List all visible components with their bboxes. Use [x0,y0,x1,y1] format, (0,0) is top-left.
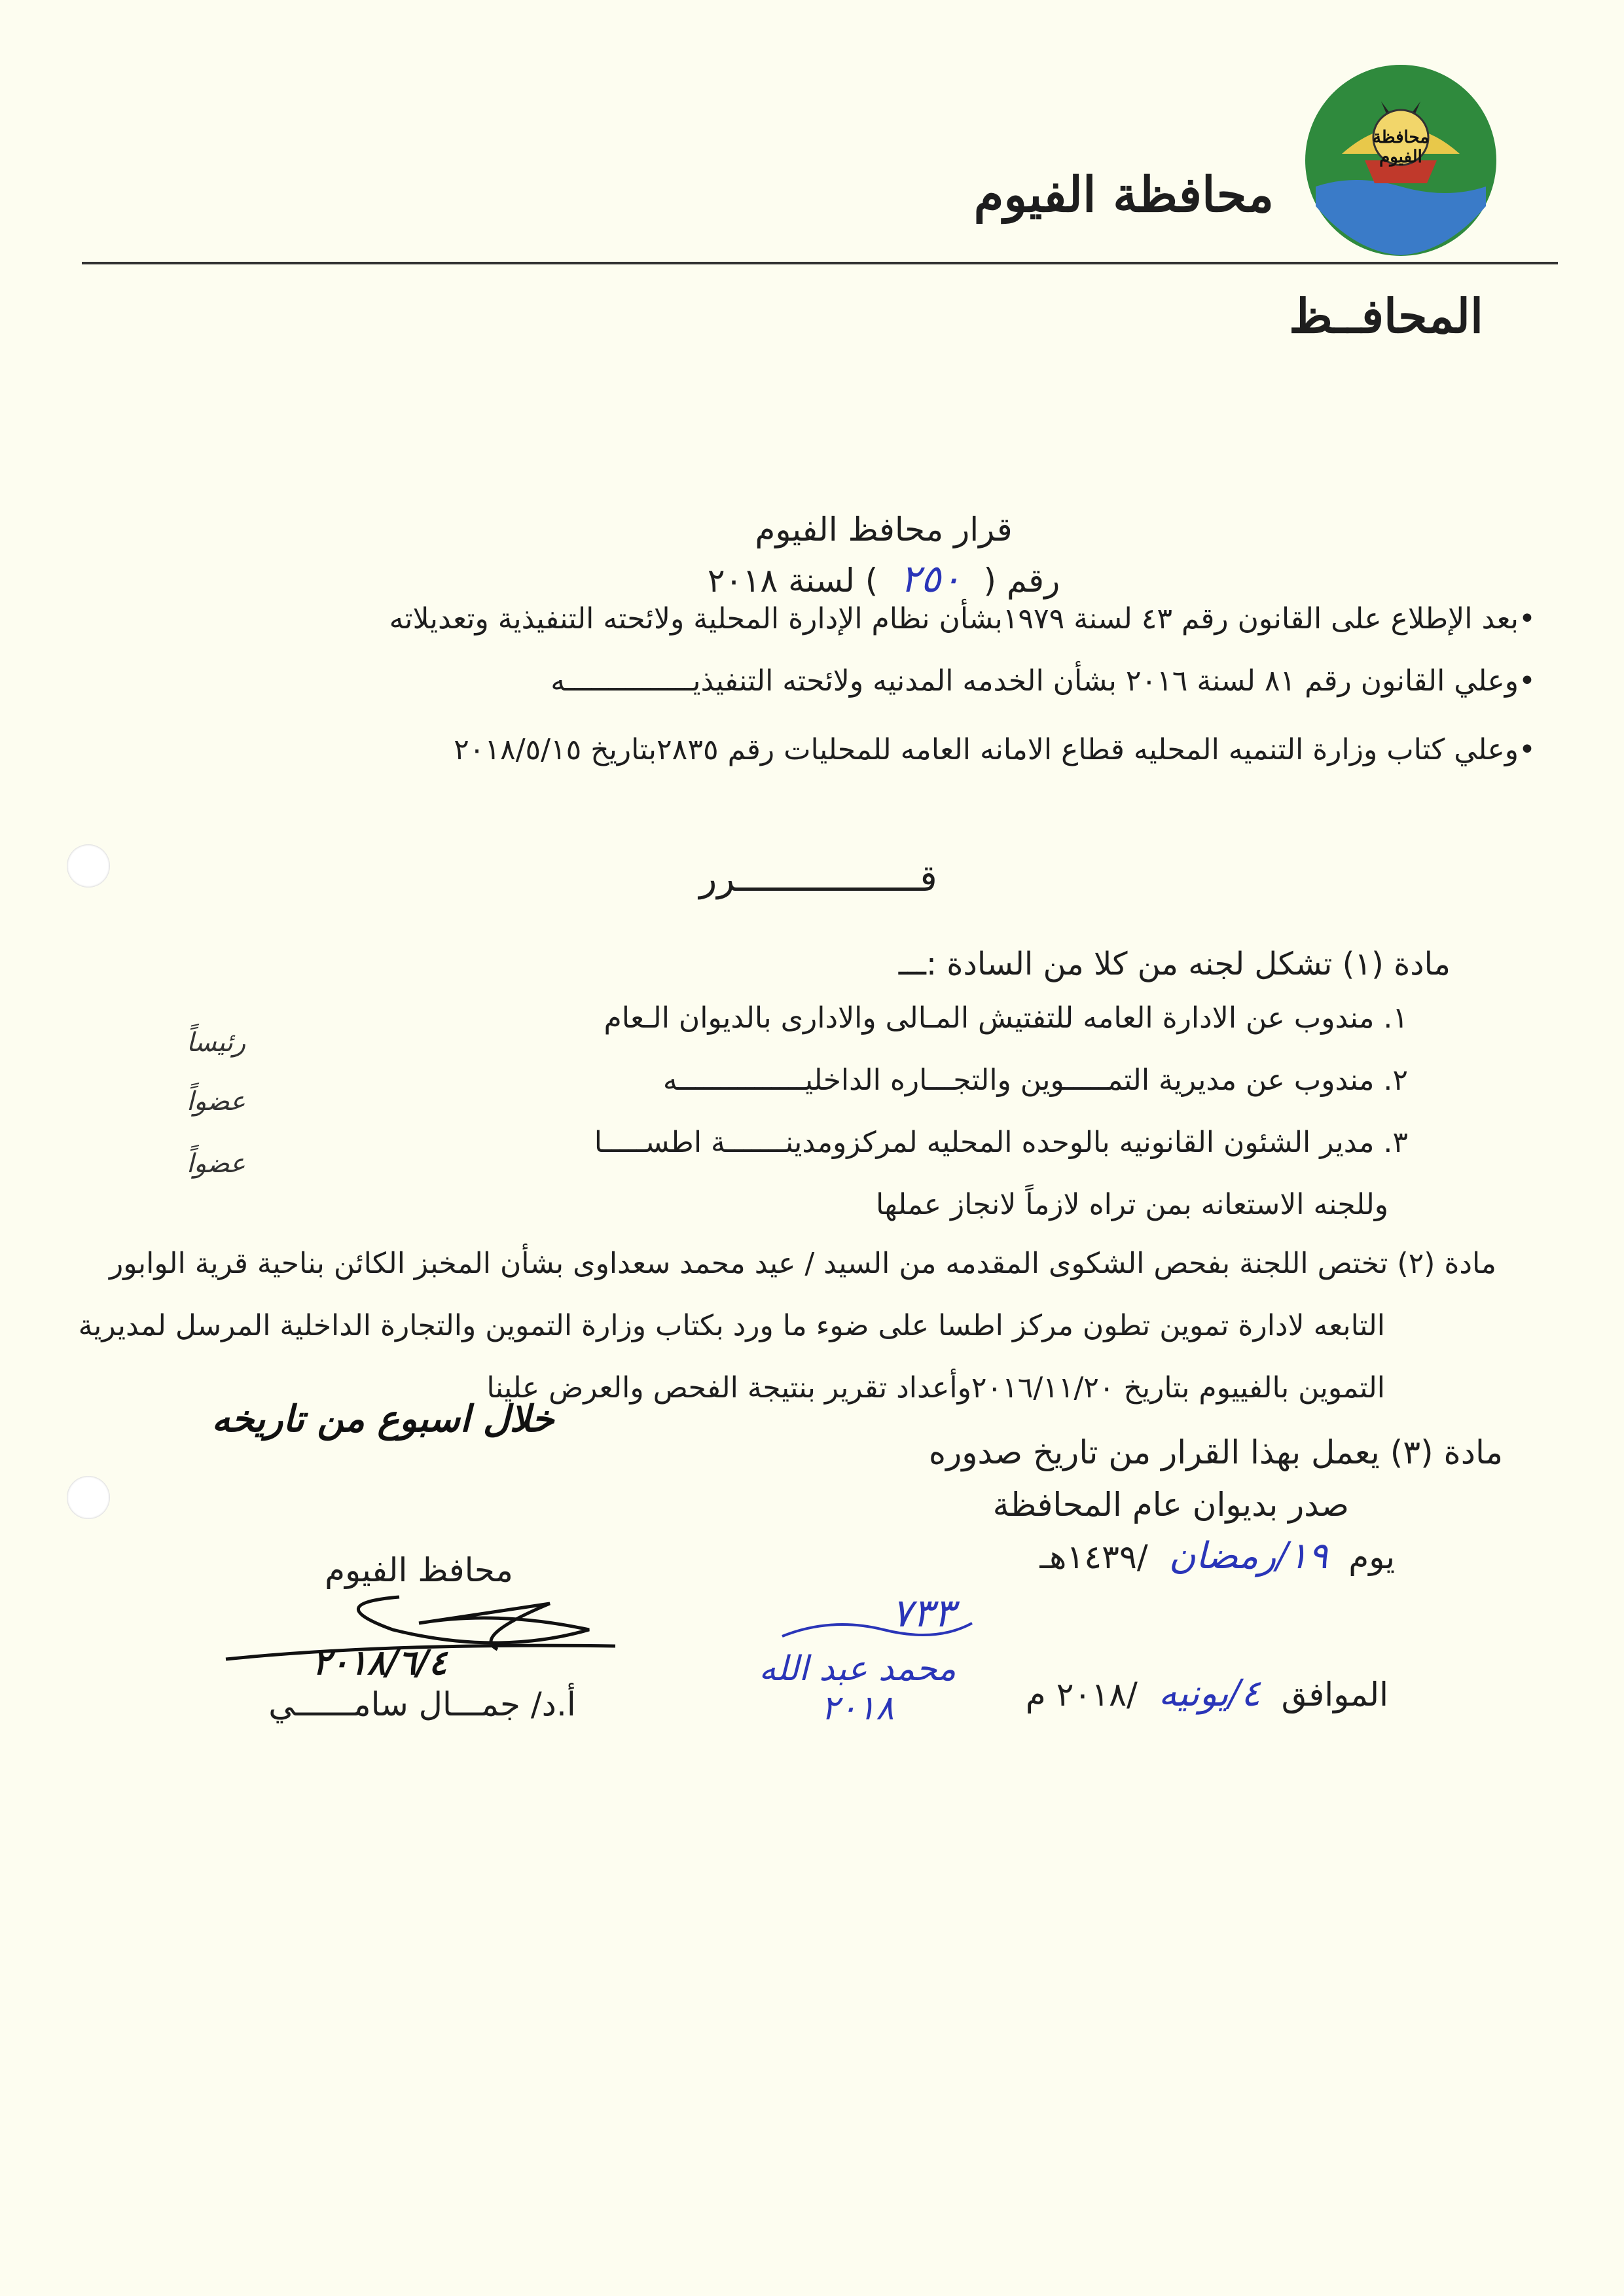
issued-day-handwritten: ١٩/رمضان [1168,1535,1328,1577]
article2-line: التابعه لادارة تموين تطون مركز اطسا على ضوء ما ورد بكتاب وزارة التموين والتجارة الداخلية المرسل لمديرية [78,1309,1385,1342]
article1-note: وللجنه الاستعانه بمن تراه لازماً لانجاز عملها [876,1188,1388,1221]
registration-number: ٧٣٣ [891,1590,955,1636]
decision-number-prefix: رقم ( [983,562,1060,600]
article1-role: عضواً [186,1086,246,1117]
issued-greg-year: /٢٠١٨ م [1025,1676,1138,1713]
article2-handwritten-note: خلال اسبوع من تاريخه [211,1397,554,1441]
decision-number [622,556,1146,601]
registration-underline [779,1617,975,1643]
issued-greg-handwritten: ٤/يونيه [1158,1672,1261,1715]
article1-member: ٢. مندوب عن مديرية التمـــــوين والتجـــاره الداخليـــــــــــــــه [662,1064,1408,1097]
governorate-logo [1303,62,1499,259]
article1-heading: مادة (١) تشكل لجنه من كلا من السادة :ـــ [898,946,1451,982]
article3: مادة (٣) يعمل بهذا القرار من تاريخ صدوره [928,1433,1503,1471]
article2-line: مادة (٢) تختص اللجنة بفحص الشكوى المقدمه من السيد / عيد محمد سعداوى بشأن المخبز الكائن بناحية قرية الوابور [109,1247,1496,1280]
issued-greg-label: الموافق [1281,1676,1388,1713]
office-title: المحافــظ [1289,288,1483,344]
preamble-line: •وعلي كتاب وزارة التنميه المحليه قطاع الامانه العامه للمحليات رقم ٢٨٣٥بتاريخ ٢٠١٨/٥/١٥ [454,733,1536,766]
decision-number-handwritten: ٢٥٠ [900,556,962,601]
governorate-name: محافظة الفيوم [973,167,1274,223]
signature-name: أ.د/ جمـــال سامــــــي [268,1685,576,1723]
article1-member: ١. مندوب عن الادارة العامه للتفتيش المـالى والادارى بالديوان الـعام [604,1001,1408,1035]
issued-day-label: يوم [1348,1538,1395,1576]
signature-title: محافظ الفيوم [325,1551,513,1589]
decision-title: قرار محافظ الفيوم [755,511,1013,548]
decides-heading: قـــــــــــــــــرر [699,857,937,900]
article1-role: عضواً [186,1149,246,1179]
issued-hijri-year: /١٤٣٩هـ [1039,1538,1148,1576]
punch-hole [67,1476,110,1519]
article2-line: التموين بالفييوم بتاريخ ٢٠١٦/١١/٢٠وأعداد تقرير بنتيجة الفحص والعرض علينا [486,1371,1385,1405]
decision-number-suffix: ) لسنة ٢٠١٨ [707,562,878,600]
issued-day [740,1535,1395,1577]
article1-role: رئيساً [186,1028,246,1058]
logo-text: محافظة الفيوم [1372,128,1430,167]
header-divider [82,262,1558,264]
punch-hole [67,844,110,888]
signature-date-handwritten: ٢٠١٨/٦/٤ [312,1643,447,1683]
preamble-line: •وعلي القانون رقم ٨١ لسنة ٢٠١٦ بشأن الخدمه المدنيه ولائحته التنفيذيـــــــــــــــه [550,664,1536,698]
article1-member: ٣. مدير الشئون القانونيه بالوحده المحليه لمركزومدينـــــــة اطســـــا [594,1126,1408,1159]
issued-place: صدر بديوان عام المحافظة [992,1486,1349,1524]
registration-name: محمد عبد الله ٢٠١٨ [759,1649,956,1728]
preamble-line: •بعد الإطلاع على القانون رقم ٤٣ لسنة ١٩٧٩بشأن نظام الإدارة المحلية ولائحته التنفيذية وتعديلاته [389,602,1536,636]
